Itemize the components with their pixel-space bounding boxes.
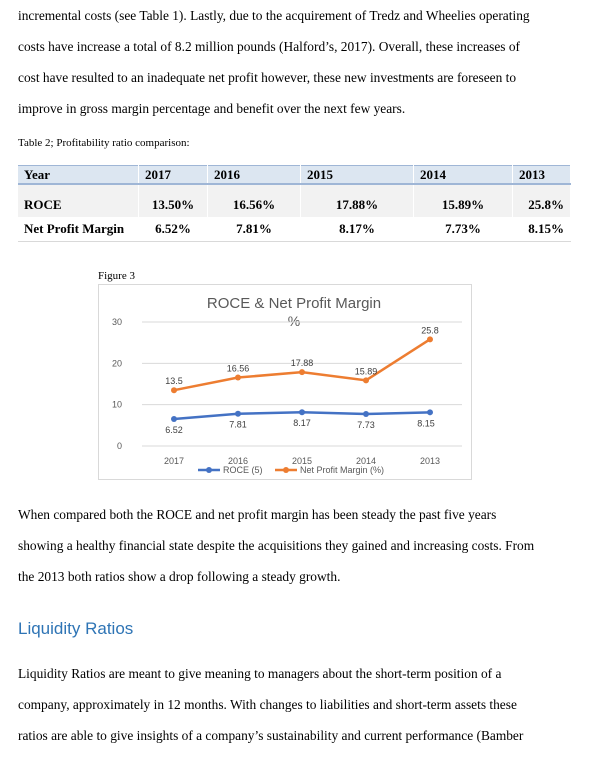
liquidity-line: company, approximately in 12 months. With changes to liabilities and short-term assets these [18, 697, 517, 712]
data-point [235, 411, 241, 417]
table-cell: 15.89% [414, 193, 513, 217]
data-label: 8.15 [417, 418, 435, 429]
figure-label: Figure 3 [98, 270, 135, 282]
table-cell: 8.15% [513, 217, 571, 242]
legend-marker [206, 467, 212, 473]
data-point [235, 375, 241, 381]
header-cell: 2015 [301, 166, 414, 185]
table-cell: 7.81% [208, 217, 301, 242]
y-tick-label: 30 [111, 317, 122, 327]
y-tick-label: 10 [111, 399, 122, 410]
intro-line: improve in gross margin percentage and benefit over the next few years. [18, 101, 406, 116]
table-cell: 7.73% [414, 217, 513, 242]
analysis-line: the 2013 both ratios show a drop following a steady growth. [18, 569, 341, 584]
intro-line: incremental costs (see Table 1). Lastly, due to the acquirement of Tredz and Wheelies operating [18, 8, 530, 23]
legend-label: Net Profit Margin (%) [300, 465, 385, 475]
data-label: 16.56 [226, 363, 250, 374]
data-point [171, 416, 177, 422]
analysis-paragraph [18, 499, 583, 592]
intro-line: costs have increase a total of 8.2 million pounds (Halford’s, 2017). Overall, these increases of [18, 39, 521, 54]
table-cell: 13.50% [139, 193, 208, 217]
analysis-line: When compared both the ROCE and net profit margin has been steady the past five years [18, 507, 497, 522]
chart-title: ROCE & Net Profit Margin [206, 295, 382, 312]
data-label: 25.8 [421, 325, 439, 336]
y-tick-label: 0 [116, 441, 122, 451]
header-cell: 2013 [513, 166, 571, 185]
header-cell: 2017 [139, 166, 208, 185]
x-tick-label: 2016 [227, 456, 249, 466]
table-cell: 6.52% [139, 217, 208, 242]
liquidity-line: Liquidity Ratios are meant to give meaning to managers about the short-term position of a [18, 666, 502, 681]
intro-paragraph [18, 0, 583, 124]
data-label: 17.88 [290, 358, 314, 369]
table-cell: 8.17% [301, 217, 414, 242]
chart-subtitle: % [287, 313, 301, 329]
x-tick-label: 2015 [291, 456, 313, 466]
x-tick-label: 2014 [355, 456, 377, 466]
line-chart [98, 284, 472, 480]
data-point [427, 336, 433, 342]
data-label: 7.73 [357, 420, 375, 431]
profitability-table [18, 165, 571, 242]
table-row [18, 217, 571, 242]
data-label: 13.5 [165, 376, 183, 387]
x-tick-label: 2013 [419, 456, 441, 466]
section-heading: Liquidity Ratios [18, 619, 134, 638]
data-point [299, 369, 305, 375]
header-cell: 2014 [414, 166, 513, 185]
y-tick-label: 20 [111, 358, 122, 369]
data-point [363, 411, 369, 417]
intro-line: cost have resulted to an inadequate net profit however, these new investments are foreseen to [18, 70, 517, 85]
legend-label: ROCE (5) [223, 465, 263, 475]
data-label: 15.89 [354, 366, 378, 377]
data-label: 8.17 [293, 418, 311, 429]
header-cell: 2016 [208, 166, 301, 185]
liquidity-paragraph [18, 658, 583, 751]
table-cell: 25.8% [513, 193, 571, 217]
row-label: Net Profit Margin [18, 217, 139, 242]
data-label: 7.81 [229, 419, 247, 430]
data-point [427, 409, 433, 415]
table-caption: Table 2; Profitability ratio comparison: [18, 137, 190, 149]
row-label: ROCE [18, 193, 139, 217]
table-cell: 17.88% [301, 193, 414, 217]
data-point [171, 387, 177, 393]
x-tick-label: 2017 [163, 456, 185, 466]
data-label: 6.52 [165, 425, 183, 436]
chart-border [99, 285, 472, 480]
data-point [299, 409, 305, 415]
legend-marker [283, 467, 289, 473]
liquidity-line: ratios are able to give insights of a company’s sustainability and current performance (Bamber [18, 728, 524, 743]
analysis-line: showing a healthy financial state despite the acquisitions they gained and increasing costs. From [18, 538, 535, 553]
table-row [18, 193, 571, 217]
table-header-row [18, 166, 571, 185]
data-point [363, 377, 369, 383]
header-cell: Year [18, 166, 139, 185]
table-cell: 16.56% [208, 193, 301, 217]
